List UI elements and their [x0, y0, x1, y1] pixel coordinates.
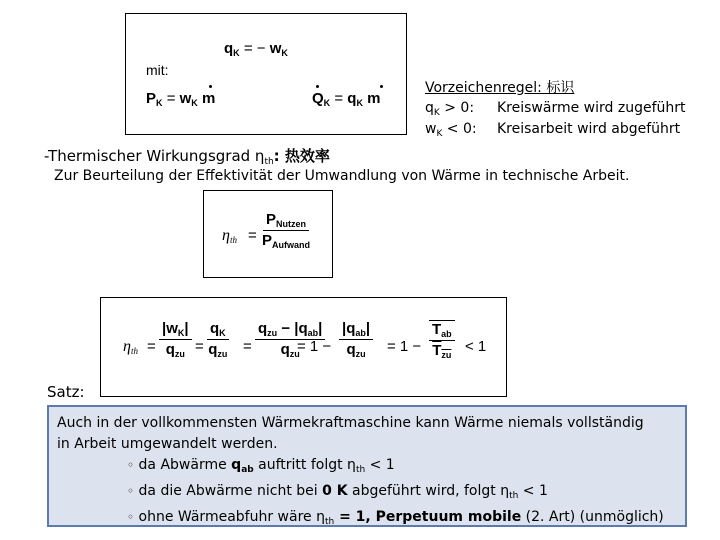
dot-mark-q: [316, 85, 319, 88]
theorem-line-2: in Arbeit umgewandelt werden.: [57, 436, 278, 452]
eta-symbol: $\eta_{th}$: [222, 227, 237, 245]
formula-box-definitions: [125, 13, 407, 135]
equals-sign: =: [243, 338, 252, 355]
sign-rule-row-wk-text: Kreisarbeit wird abgeführt: [497, 121, 681, 137]
theorem-bullet-2: ◦ da die Abwärme nicht bei 0 K abgeführt wird, folgt $\eta_{th} < 1$: [127, 483, 548, 501]
theorem-line-1: Auch in der vollkommensten Wärmekraftmaschine kann Wärme niemals vollständig: [57, 415, 644, 431]
one-minus: = 1 −: [297, 338, 332, 355]
equals-sign: =: [147, 338, 156, 355]
fraction-qzu-minus-qab-over-qzu: $q_{zu} - |q_{ab}|$ $q_{zu}$: [255, 320, 325, 359]
sign-rule-row-qk-text: Kreiswärme wird zugeführt: [497, 100, 686, 116]
fraction-power-ratio: $P_{Nutzen}$ $P_{Aufwand}$: [262, 211, 311, 250]
theorem-bullet-3: ◦ ohne Wärmeabfuhr wäre $\eta_{th} = 1$, Perpetuum mobile (2. Art) (unmöglich): [127, 509, 664, 527]
satz-label: Satz:: [47, 383, 85, 401]
section-subline-efficiency: Zur Beurteilung der Effektivität der Umwandlung von Wärme in technische Arbeit.: [54, 168, 630, 184]
dot-mark-m2: [380, 85, 383, 88]
formula-box-efficiency-power: [203, 190, 333, 278]
eta-symbol: $\eta_{th}$: [123, 338, 138, 356]
formula-qk-equals-minus-wk: $q_K$ = − $w_K$: [224, 40, 288, 58]
fraction-tab-over-tzu: $T_{ab}$ $T_{zu}$: [429, 320, 455, 360]
sign-rule-title: Vorzeichenregel: 标识: [425, 80, 575, 96]
theorem-text: [57, 413, 664, 533]
fraction-qk-over-qzu: $q_K$ $q_{zu}$: [208, 320, 228, 359]
section-heading-efficiency: -Thermischer Wirkungsgrad $\eta_{th}$: 热效率: [44, 147, 330, 167]
sign-rule-row-qk: $q_K > 0$:: [425, 100, 475, 118]
fraction-wk-over-qzu: $|w_K|$ $q_{zu}$: [159, 320, 192, 359]
formula-power-pk: $P_K = w_K$ m: [146, 90, 216, 108]
less-than-one: < 1: [465, 338, 487, 355]
sign-rule-row-wk: $w_K < 0$:: [425, 121, 477, 139]
theorem-box: [47, 405, 687, 527]
equals-sign: =: [195, 338, 204, 355]
dot-mark-m: [209, 85, 212, 88]
fraction-qab-over-qzu: $|q_{ab}|$ $q_{zu}$: [339, 320, 373, 359]
equals-sign: =: [248, 227, 257, 244]
theorem-bullet-1: ◦ da Abwärme $q_{ab}$ auftritt folgt $\eta_{th} < 1$: [127, 457, 395, 475]
formula-heat-flow-qk: $Q_K = q_K$ m: [312, 90, 381, 108]
one-minus: = 1 −: [387, 338, 422, 355]
label-mit: mit:: [146, 62, 169, 78]
formula-box-efficiency-chain: [100, 297, 507, 397]
